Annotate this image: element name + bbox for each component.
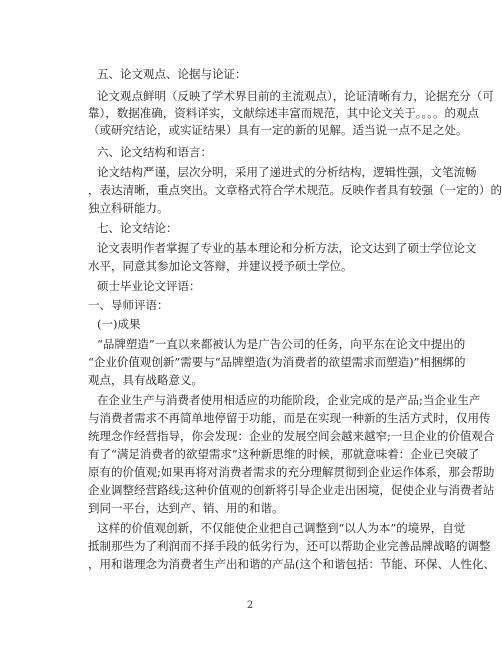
paragraph-line: ，表达清晰，重点突出。文章格式符合学术规范。反映作者具有较强（一定的）的 <box>88 183 502 197</box>
paragraph-line: 企业调整经营路线;这种价值观的创新将引导企业走出困境，促使企业与消费者站 <box>88 483 495 497</box>
paragraph-line: 到同一平台，达到产、销、用的和谐。 <box>88 501 284 515</box>
paragraph-line: 与消费者需求不再简单地停留于功能，而是在实现一种新的生活方式时，仅用传 <box>88 411 491 425</box>
heading-achievements: (一)成果 <box>97 317 141 331</box>
section-heading-6: 六、论文结构和语言： <box>97 145 212 159</box>
paragraph-line: 统理念作经营指导，你会发现：企业的发展空间会越来越窄;一旦企业的价值观合 <box>88 429 495 443</box>
paragraph-line: 有了“满足消费者的欲望需求”这种新思维的时候，那就意味着：企业已突破了 <box>88 447 480 461</box>
paragraph-line: 水平，同意其参加论文答辩，并建议授予硕士学位。 <box>88 259 353 273</box>
paragraph-line: 论文观点鲜明（反映了学术界目前的主流观点），论证清晰有力，论据充分（可 <box>97 89 494 103</box>
paragraph-line: ，用和谐理念为消费者生产出和谐的产品(这个和谐包括：节能、环保、人性化、 <box>88 557 495 571</box>
paragraph-line: “品牌塑造”一直以来都被认为是广告公司的任务，向平东在论文中提出的 <box>97 337 466 351</box>
paragraph-line: 观点，具有战略意义。 <box>88 373 203 387</box>
section-heading-7: 七、论文结论： <box>97 221 178 235</box>
paragraph-line: “企业价值观创新”需要与“品牌塑造(为消费者的欲望需求而塑造)”相捆绑的 <box>88 355 466 369</box>
paragraph-line: 在企业生产与消费者使用相适应的功能阶段，企业完成的是产品;当企业生产 <box>97 393 481 407</box>
heading-advisor-review: 一、导师评语： <box>88 298 169 312</box>
section-heading-5: 五、论文观点、论据与论证： <box>97 67 247 81</box>
paragraph-line: 论文结构严谨，层次分明，采用了递进式的分析结构，逻辑性强，文笔流畅 <box>97 165 477 179</box>
paragraph-line: 抵制那些为了利润而不择手段的低劣行为，还可以帮助企业完善品牌战略的调整 <box>88 539 491 553</box>
paragraph-line: 论文表明作者掌握了专业的基本理论和分析方法，论文达到了硕士学位论文 <box>97 241 477 255</box>
paragraph-line: 这样的价值观创新，不仅能使企业把自己调整到“以人为本”的境界，自觉 <box>97 521 466 535</box>
paragraph-line: 原有的价值观;如果再将对消费者需求的充分理解贯彻到企业运作体系，那会帮助 <box>88 465 495 479</box>
paragraph-line: 靠），数据准确，资料详实，文献综述丰富而规范，其中论文关于。。。。的观点 <box>88 106 479 120</box>
subtitle-thesis-review: 硕士毕业论文评语： <box>97 279 201 293</box>
paragraph-line: （或研究结论，或实证结果）具有一定的新的见解。适当说一点不足之处。 <box>88 123 468 137</box>
page-number: 2 <box>246 600 254 611</box>
paragraph-line: 独立科研能力。 <box>88 201 169 215</box>
